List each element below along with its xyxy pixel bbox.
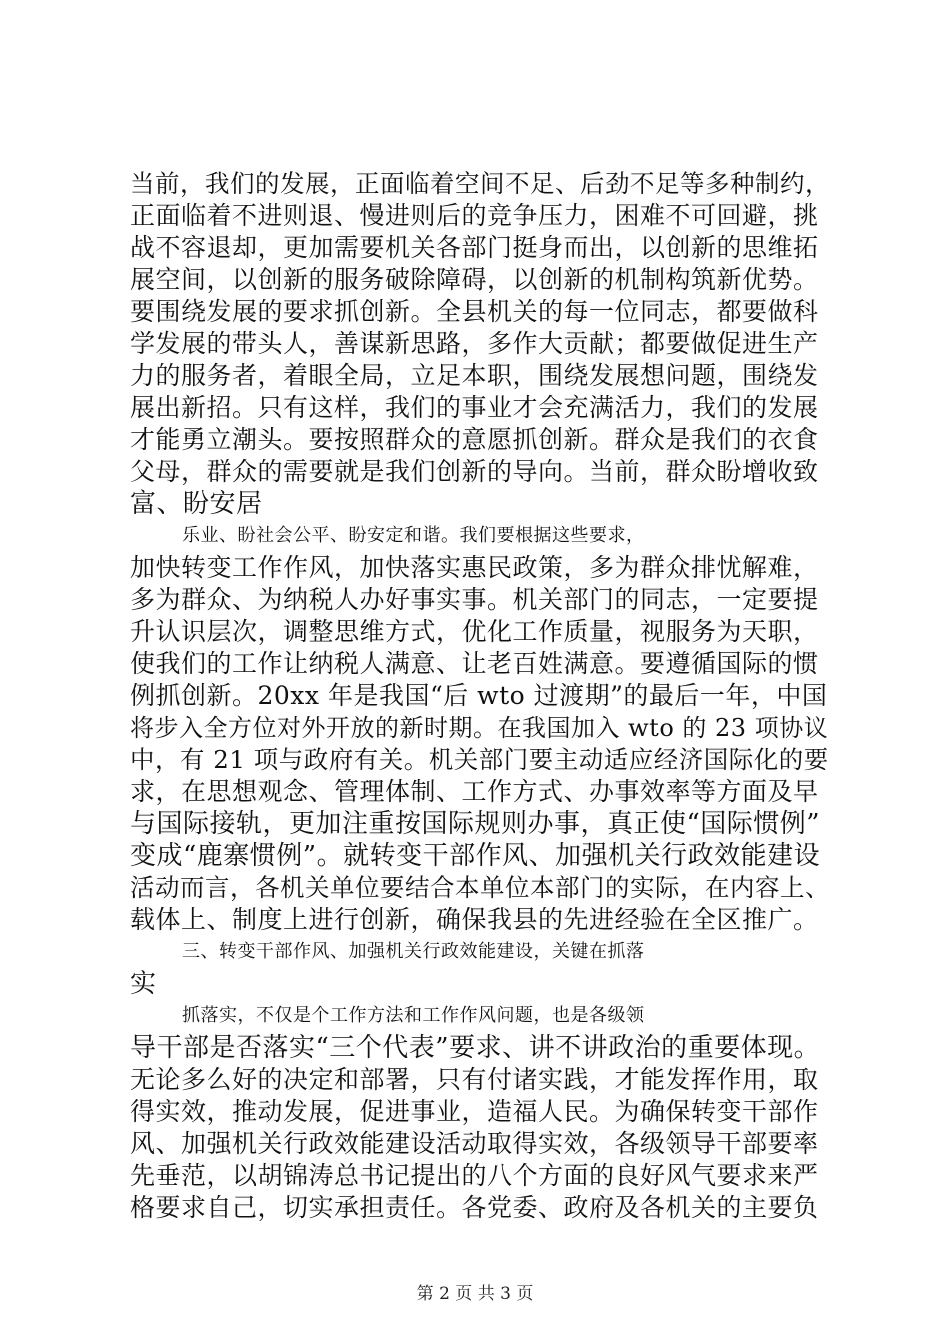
text-line: 三、转变干部作风、加强机关行政效能建设，关键在抓落 [182, 941, 645, 962]
text-line: 父母，群众的需要就是我们创新的导向。当前，群众盼增收致 [130, 457, 819, 486]
text-line: 学发展的带头人，善谋新思路，多作大贡献；都要做促进生产 [130, 329, 819, 358]
page-number-footer: 第 2 页 共 3 页 [416, 1284, 534, 1304]
text-line: 先垂范，以胡锦涛总书记提出的八个方面的良好风气要求来严 [130, 1161, 819, 1190]
text-line: 无论多么好的决定和部署，只有付诸实践，才能发挥作用，取 [130, 1065, 819, 1094]
text-line: 求，在思想观念、管理体制、工作方式、办事效率等方面及早 [130, 777, 819, 806]
text-line: 与国际接轨，更加注重按国际规则办事，真正使“国际惯例” [130, 809, 821, 839]
text-line: 升认识层次，调整思维方式，优化工作质量，视服务为天职， [130, 617, 819, 646]
text-line: 才能勇立潮头。要按照群众的意愿抓创新。群众是我们的衣食 [130, 425, 819, 454]
text-line: 加快转变工作作风，加快落实惠民政策，多为群众排忧解难， [130, 553, 819, 582]
text-line: 中，有 21 项与政府有关。机关部门要主动适应经济国际化的要 [130, 745, 829, 774]
text-line: 展空间，以创新的服务破除障碍，以创新的机制构筑新优势。 [130, 265, 819, 294]
text-line: 多为群众、为纳税人办好事实事。机关部门的同志，一定要提 [130, 585, 819, 614]
text-line: 载体上、制度上进行创新，确保我县的先进经验在全区推广。 [130, 905, 819, 934]
text-line: 正面临着不进则退、慢进则后的竞争压力，困难不可回避，挑 [130, 201, 819, 230]
text-line: 活动而言，各机关单位要结合本单位本部门的实际，在内容上、 [130, 873, 830, 902]
text-line: 乐业、盼社会公平、盼安定和谐。我们要根据这些要求， [182, 525, 645, 546]
document-body [130, 168, 830, 1224]
text-line: 格要求自己，切实承担责任。各党委、政府及各机关的主要负 [130, 1193, 819, 1222]
text-line: 当前，我们的发展，正面临着空间不足、后劲不足等多种制约， [130, 169, 830, 198]
text-line: 将步入全方位对外开放的新时期。在我国加入 wto 的 23 项协议 [130, 714, 829, 742]
text-line: 使我们的工作让纳税人满意、让老百姓满意。要遵循国际的惯 [130, 649, 819, 678]
text-line: 变成“鹿寨惯例”。就转变干部作风、加强机关行政效能建设 [130, 841, 821, 871]
text-line: 例抓创新。20xx 年是我国“后 wto 过渡期”的最后一年，中国 [130, 681, 828, 710]
text-line: 要围绕发展的要求抓创新。全县机关的每一位同志，都要做科 [130, 297, 819, 326]
text-line: 得实效，推动发展，促进事业，造福人民。为确保转变干部作 [130, 1097, 819, 1126]
text-line: 导干部是否落实“三个代表”要求、讲不讲政治的重要体现。 [130, 1033, 821, 1063]
text-line: 富、盼安居 [130, 489, 263, 519]
text-line: 展出新招。只有这样，我们的事业才会充满活力，我们的发展 [130, 393, 819, 422]
text-line: 实 [130, 969, 157, 999]
text-line: 风、加强机关行政效能建设活动取得实效，各级领导干部要率 [130, 1129, 819, 1158]
text-line: 抓落实，不仅是个工作方法和工作作风问题，也是各级领 [182, 1005, 645, 1026]
text-line: 力的服务者，着眼全局，立足本职，围绕发展想问题，围绕发 [130, 361, 819, 390]
text-line: 战不容退却，更加需要机关各部门挺身而出，以创新的思维拓 [130, 233, 819, 262]
